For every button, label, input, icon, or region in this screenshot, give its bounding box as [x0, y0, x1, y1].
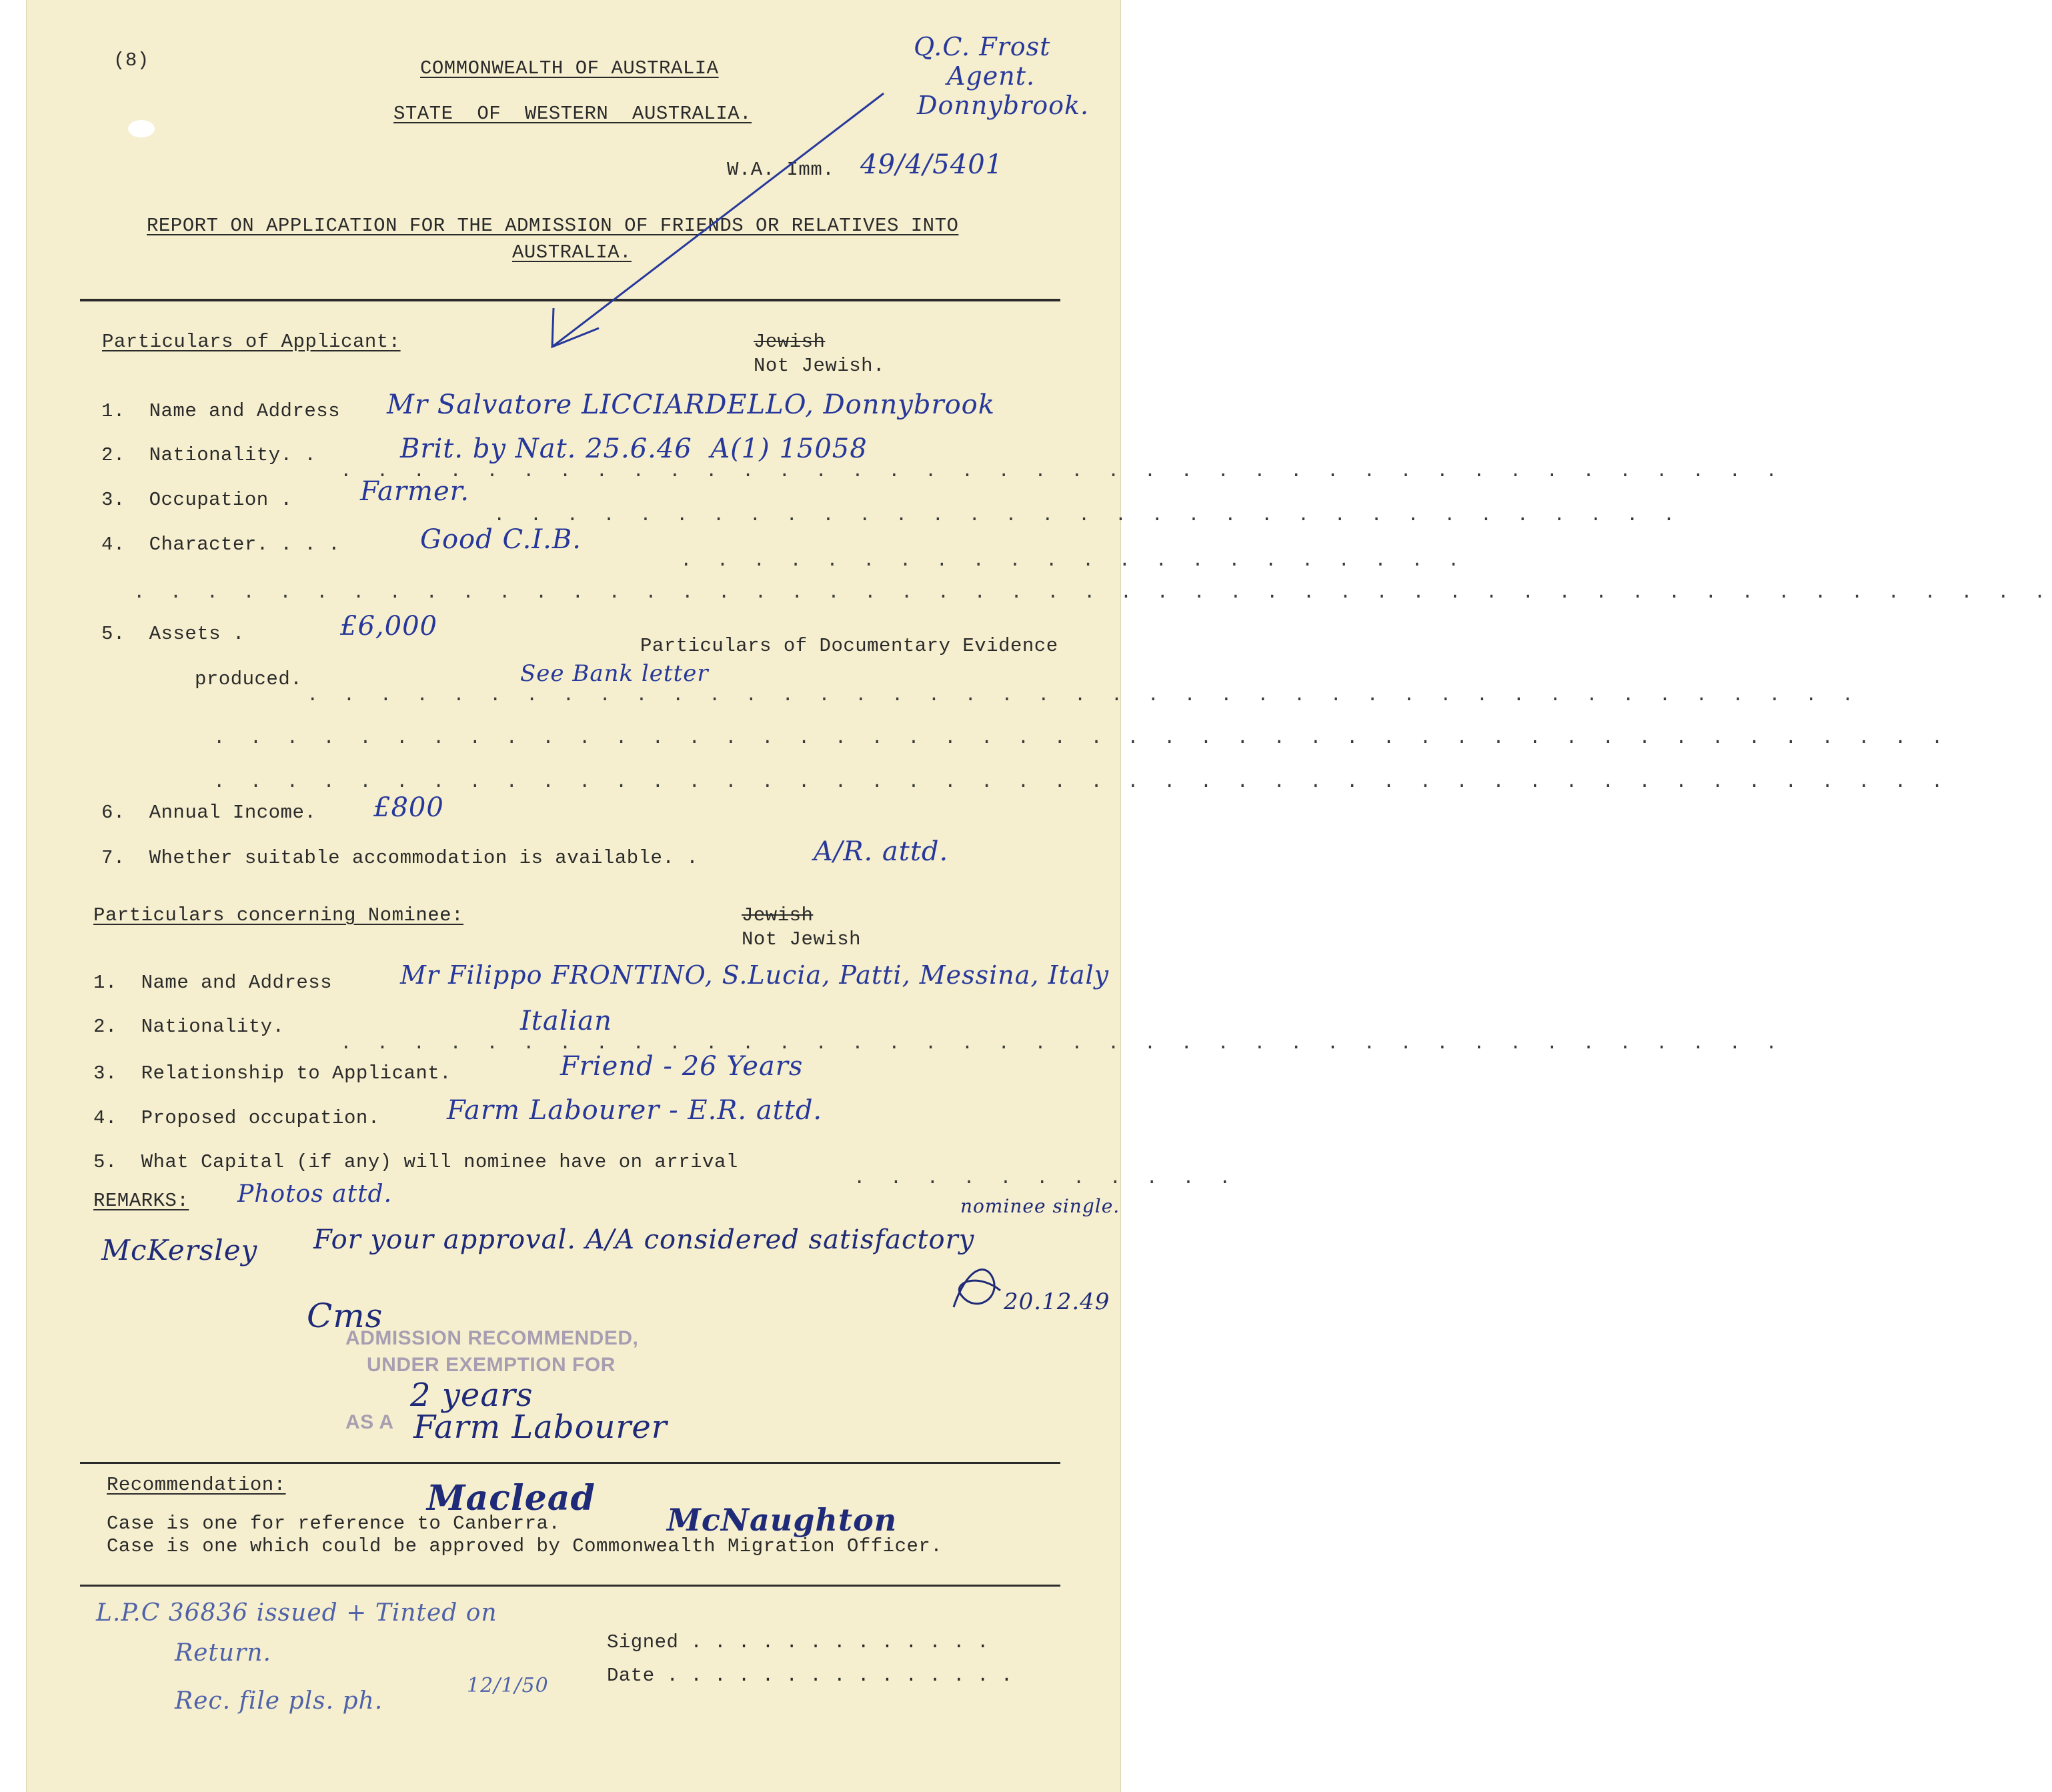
nominee-name-value: Mr Filippo FRONTINO, S.Lucia, Patti, Messina, Italy	[400, 960, 1110, 990]
dot-leader: . . . . . . . . . . . . . . . . . . . . . . . . . . . . . . . . . . . . . . . .	[340, 460, 1784, 482]
footer-note-line2: Return.	[175, 1639, 271, 1667]
stamp-line3: AS A	[345, 1411, 394, 1433]
stamp-years: 2 years	[410, 1377, 534, 1414]
stamp-line1: ADMISSION RECOMMENDED,	[345, 1327, 639, 1349]
remarks-label: REMARKS:	[93, 1190, 189, 1212]
applicant-income-value: £800	[373, 792, 444, 823]
agent-note-line3: Donnybrook.	[917, 91, 1090, 120]
page-number: (8)	[113, 49, 149, 71]
file-ref-value: 49/4/5401	[860, 149, 1004, 180]
recommendation-line1: Case is one for reference to Canberra.	[107, 1513, 561, 1535]
applicant-religion-struck: Jewish	[754, 331, 826, 353]
signature-1: Maclead	[427, 1478, 596, 1519]
applicant-assets-value: £6,000	[340, 611, 437, 642]
nominee-relationship-label: 3. Relationship to Applicant.	[93, 1062, 452, 1084]
footer-note-line1: L.P.C 36836 issued + Tinted on	[96, 1599, 497, 1627]
nominee-religion: Not Jewish	[742, 928, 862, 950]
applicant-nationality-label: 2. Nationality. .	[101, 444, 317, 466]
dot-leader: . . . . . . . . . . . . . . . . . . . . . .	[680, 550, 1466, 572]
stamp-role: Farm Labourer	[413, 1409, 668, 1446]
applicant-character-value: Good C.I.B.	[420, 524, 582, 555]
report-title-line1: REPORT ON APPLICATION FOR THE ADMISSION OF FRIENDS OR RELATIVES INTO	[147, 215, 959, 237]
dot-leader: . . . . . . . . . . . . . . . . . . . . . . . . . . . . . . . . . . . . . . . . . . . . . . . .	[213, 727, 1950, 749]
dot-leader: . . . . . . . . . . . . . . . . . . . . . . . . . . . . . . . . . . . . . . . . . . .	[307, 684, 1861, 706]
remarks-initials: Cms	[307, 1296, 383, 1335]
signature-2: McNaughton	[667, 1502, 898, 1538]
remarks-note-text: For your approval. A/A considered satisfactory	[313, 1224, 975, 1255]
nominee-name-label: 1. Name and Address	[93, 972, 333, 994]
header-commonwealth: COMMONWEALTH OF AUSTRALIA	[420, 57, 719, 79]
applicant-occupation-label: 3. Occupation .	[101, 489, 293, 511]
nominee-religion-struck: Jewish	[742, 904, 814, 926]
nominee-occupation-value: Farm Labourer - E.R. attd.	[447, 1095, 823, 1126]
applicant-religion: Not Jewish.	[754, 355, 885, 377]
approval-initials-mark-icon	[947, 1254, 1007, 1320]
header-state: STATE OF WESTERN AUSTRALIA.	[393, 103, 752, 125]
nominee-heading: Particulars concerning Nominee:	[93, 904, 463, 926]
document-page	[27, 0, 2052, 1792]
signed-label: Signed . . . . . . . . . . . . .	[607, 1631, 989, 1653]
date-label: Date . . . . . . . . . . . . . . .	[607, 1665, 1013, 1687]
footer-note-date: 12/1/50	[467, 1674, 549, 1697]
nominee-capital-label: 5. What Capital (if any) will nominee have on arrival	[93, 1151, 738, 1173]
remarks-note-text2: nominee single.	[960, 1195, 1120, 1217]
rule-recommendation-top	[80, 1462, 1060, 1464]
applicant-income-label: 6. Annual Income.	[101, 802, 317, 824]
applicant-nationality-value: Brit. by Nat. 25.6.46 A(1) 15058	[400, 433, 868, 464]
recommendation-line2: Case is one which could be approved by Commonwealth Migration Officer.	[107, 1535, 943, 1557]
applicant-character-label: 4. Character. . . .	[101, 534, 341, 556]
file-ref-label: W.A. Imm.	[727, 159, 835, 181]
remarks-note-name: McKersley	[101, 1234, 258, 1266]
remarks-value: Photos attd.	[237, 1180, 393, 1208]
applicant-heading: Particulars of Applicant:	[102, 331, 401, 353]
nominee-relationship-value: Friend - 26 Years	[560, 1051, 804, 1082]
stamp-line2: UNDER EXEMPTION FOR	[367, 1354, 616, 1376]
remarks-date: 20.12.49	[1004, 1288, 1110, 1315]
applicant-name-label: 1. Name and Address	[101, 400, 341, 422]
nominee-nationality-value: Italian	[520, 1006, 612, 1036]
agent-note-line2: Agent.	[947, 61, 1036, 91]
applicant-accommodation-label: 7. Whether suitable accommodation is available. .	[101, 847, 699, 869]
dot-leader: . . . . . . . . . . .	[854, 1167, 1238, 1189]
nominee-nationality-label: 2. Nationality.	[93, 1016, 285, 1038]
applicant-name-value: Mr Salvatore LICCIARDELLO, Donnybrook	[387, 389, 995, 420]
dot-leader: . . . . . . . . . . . . . . . . . . . . . . . . . . . . . . . . . . . . . . . . . . . . . . . .	[213, 771, 1950, 793]
recommendation-heading: Recommendation:	[107, 1474, 286, 1496]
rule-recommendation-bottom	[80, 1585, 1060, 1587]
applicant-assets-label: 5. Assets .	[101, 623, 245, 645]
dot-leader: . . . . . . . . . . . . . . . . . . . . . . . . . . . . . . . . . . . . . . . . . . . . . . . . . . . . .	[133, 582, 2052, 604]
applicant-accommodation-value: A/R. attd.	[814, 836, 949, 867]
report-title-line2: AUSTRALIA.	[512, 241, 632, 263]
footer-note-line3: Rec. file pls. ph.	[175, 1687, 383, 1715]
nominee-occupation-label: 4. Proposed occupation.	[93, 1107, 380, 1129]
dot-leader: . . . . . . . . . . . . . . . . . . . . . . . . . . . . . . . . . . . . . . . .	[340, 1032, 1784, 1054]
evidence-value: See Bank letter	[520, 660, 709, 687]
applicant-occupation-value: Farmer.	[360, 476, 470, 507]
evidence-label-produced: produced.	[195, 668, 303, 690]
agent-note-line1: Q.C. Frost	[914, 32, 1051, 61]
evidence-label: Particulars of Documentary Evidence	[640, 635, 1058, 657]
dot-leader: . . . . . . . . . . . . . . . . . . . . . . . . . . . . . . . . .	[493, 504, 1682, 526]
arrow-shaft-icon	[552, 93, 884, 347]
